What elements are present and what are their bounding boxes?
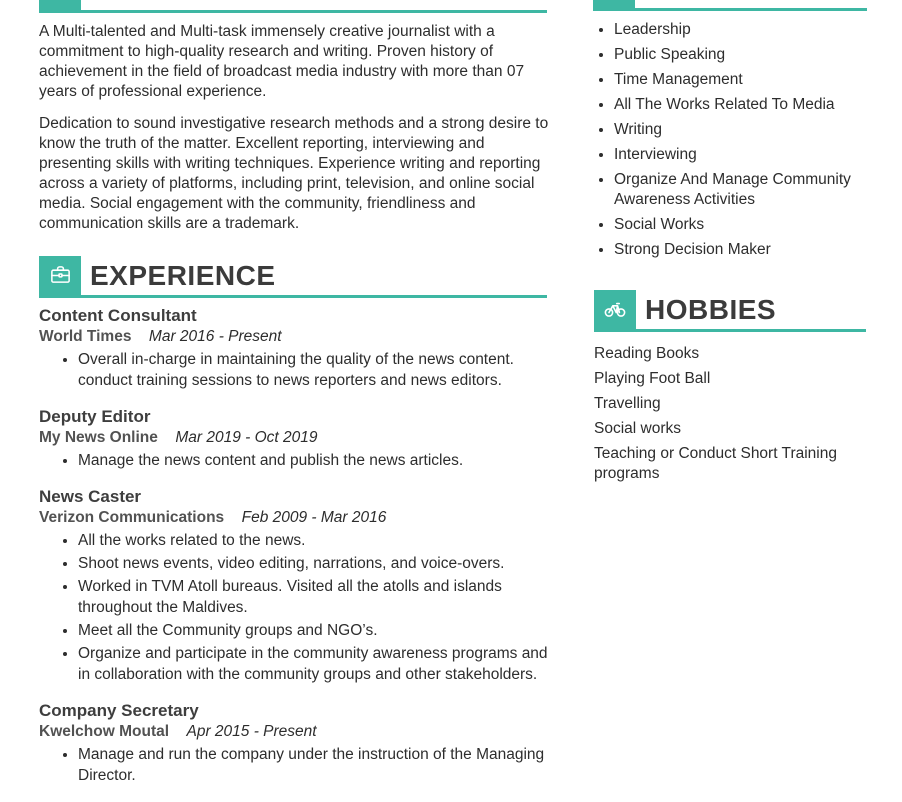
section-header-hobbies (594, 290, 866, 332)
job-bullet: • Meet all the Community groups and NGO’s. (78, 620, 550, 641)
hobby-item: Travelling (594, 395, 661, 412)
skill-item: • Time Management (614, 70, 872, 90)
job-bullet: • All the works related to the news. (78, 530, 550, 551)
job-role: Company Secretary (39, 701, 199, 720)
section-title: HOBBIES (645, 294, 777, 325)
job-entry (39, 487, 550, 685)
hobby-item: Playing Foot Ball (594, 370, 711, 387)
section-icon-box (593, 0, 635, 11)
job-bullet: • Shoot news events, video editing, narrations, and voice-overs. (78, 553, 550, 574)
section-header-experience (39, 256, 547, 298)
job-subline (39, 507, 550, 528)
section-icon-box (594, 290, 636, 332)
job-entry (39, 701, 550, 786)
skills-list (594, 20, 872, 260)
experience-section (39, 306, 550, 802)
hobby-item: Reading Books (594, 345, 700, 362)
job-company: My News Online (39, 429, 158, 446)
job-dates: Feb 2009 - Mar 2016 (241, 509, 387, 526)
job-dates: Apr 2015 - Present (186, 723, 317, 740)
job-entry (39, 306, 550, 391)
skill-item: • Interviewing (614, 145, 872, 165)
job-role: Deputy Editor (39, 407, 151, 426)
skill-item: • Social Works (614, 215, 872, 235)
job-subline (39, 427, 550, 448)
briefcase-icon (49, 263, 72, 291)
job-subline (39, 721, 550, 742)
job-bullet-list (39, 744, 550, 786)
hobbies-section (594, 344, 872, 489)
section-header-summary-cut (39, 0, 547, 13)
section-header-skills-cut (593, 0, 867, 11)
job-entry (39, 407, 550, 471)
job-bullet-list (39, 349, 550, 391)
section-icon-box (39, 0, 81, 13)
job-role: Content Consultant (39, 306, 197, 325)
job-company: Kwelchow Moutal (39, 723, 170, 740)
job-bullet: • Organize and participate in the community awareness programs and in collaboration with the community groups and other stakeholders. (78, 643, 550, 685)
section-title: EXPERIENCE (90, 260, 276, 291)
job-bullet-list (39, 530, 550, 685)
summary-paragraph: A Multi-talented and Multi-task immensely creative journalist with a commitment to high-quality research and writing. Proven history of achievement in the field of broadcast media industry with more than 07 years of professional experience. (39, 23, 525, 100)
skills-section (594, 20, 872, 265)
skill-item: • Strong Decision Maker (614, 240, 872, 260)
skill-item: • Leadership (614, 20, 872, 40)
job-bullet: • Manage the news content and publish the news articles. (78, 450, 550, 471)
job-company: World Times (39, 328, 132, 345)
bicycle-icon (603, 297, 627, 326)
hobby-item: Social works (594, 420, 681, 437)
skill-item: • Organize And Manage Community Awareness Activities (614, 170, 872, 210)
job-dates: Mar 2016 - Present (148, 328, 282, 345)
section-underline (39, 10, 547, 13)
summary-section (39, 22, 550, 246)
job-role: News Caster (39, 487, 142, 506)
job-company: Verizon Communications (39, 509, 225, 526)
job-bullet: • Overall in-charge in maintaining the quality of the news content. conduct training sessions to news reporters and news editors. (78, 349, 550, 391)
job-bullet-list (39, 450, 550, 471)
summary-paragraph: Dedication to sound investigative research methods and a strong desire to know the truth of the matter. Excellent reporting, interviewing and presenting skills with writing techniques. Experience writing and reporting across a variety of platforms, including print, television, and online social media. Social engagement with the community, friendliness and communication skills are a trademark. (39, 115, 549, 232)
skill-item: • All The Works Related To Media (614, 95, 872, 115)
section-icon-box (39, 256, 81, 298)
skill-item: • Writing (614, 120, 872, 140)
skill-item: • Public Speaking (614, 45, 872, 65)
hobby-item: Teaching or Conduct Short Training programs (594, 445, 837, 482)
job-subline (39, 326, 550, 347)
job-bullet: • Manage and run the company under the instruction of the Managing Director. (78, 744, 550, 786)
job-dates: Mar 2019 - Oct 2019 (175, 429, 318, 446)
job-bullet: • Worked in TVM Atoll bureaus. Visited all the atolls and islands throughout the Maldives. (78, 576, 550, 618)
